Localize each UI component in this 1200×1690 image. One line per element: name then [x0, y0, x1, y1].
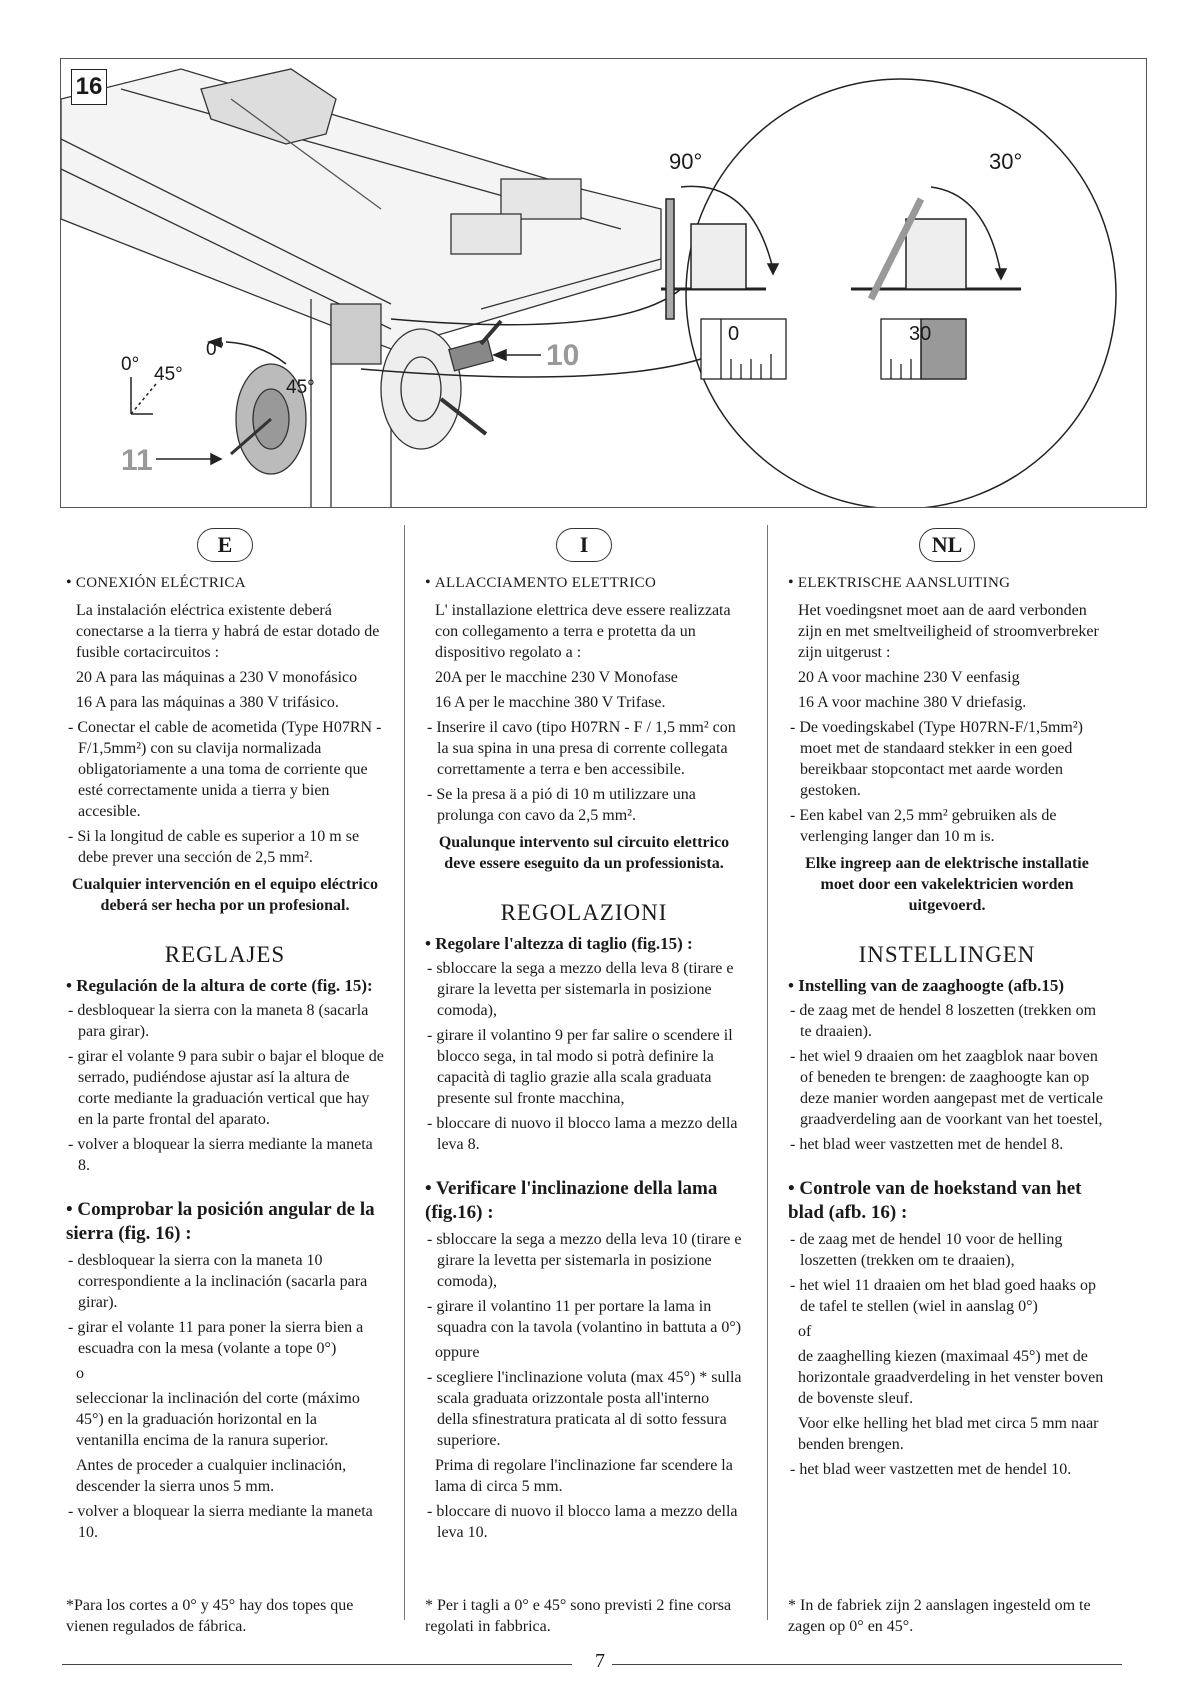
heading-electrical: ELEKTRISCHE AANSLUITING	[797, 575, 1011, 591]
list-item: - girare il volantino 11 per portare la lama in squadra con la tavola (volantino in battuta a 0°)	[427, 1298, 742, 1336]
list-item: - de zaag met de hendel 8 loszetten (trekken om te draaien).	[790, 1002, 1097, 1040]
list-item: - desbloquear la sierra con la maneta 8 (sacarla para girar).	[68, 1002, 369, 1040]
heading-electrical: CONEXIÓN ELÉCTRICA	[75, 575, 246, 591]
list-item: - Inserire il cavo (tipo H07RN - F / 1,5 mm² con la sua spina in una presa di corrente collegata correttamente a terra e ben accessibile.	[427, 719, 736, 778]
list-item: - Een kabel van 2,5 mm² gebruiken als de verlenging langer dan 10 m is.	[790, 807, 1057, 845]
list-item: - Si la longitud de cable es superior a 10 m se debe prever una sección de 2,5 mm².	[68, 828, 360, 866]
list-item: - sbloccare la sega a mezzo della leva 10 (tirare e girare la levetta per sistemarla in posizione comoda),	[427, 1231, 742, 1290]
column-spanish	[66, 528, 384, 1547]
paragraph: La instalación eléctrica existente deberá conectarse a la tierra y habrá de estar dotado de fusible cortacircuitos :	[76, 602, 380, 661]
language-badge-i: I	[556, 528, 612, 562]
section-heading: • ALLACCIAMENTO ELETTRICO	[425, 574, 657, 591]
or-text: oppure	[435, 1344, 480, 1361]
paragraph: de zaaghelling kiezen (maximaal 45°) met de horizontale graadverdeling in het venster boven de bovenste sleuf.	[798, 1348, 1104, 1407]
list-item: - girare il volantino 9 per far salire o scendere il blocco sega, in tal modo si potrà definire la capacità di taglio grazie alla scala graduata presente sul fronte macchina,	[427, 1027, 733, 1107]
scale-30-label: 30	[909, 323, 932, 345]
footnote-i: * Per i tagli a 0° e 45° sono previsti 2 fine corsa regolati in fabbrica.	[425, 1597, 732, 1635]
list-item: - Se la presa ä a pió di 10 m utilizzare una prolunga con cavo da 2,5 mm².	[427, 786, 696, 824]
warning-text: Cualquier intervención en el equipo eléctrico deberá ser hecha por un profesional.	[72, 876, 378, 914]
heading-settings: REGLAJES	[164, 942, 286, 967]
paragraph: 20 A para las máquinas a 230 V monofásico	[76, 669, 358, 686]
language-badge-nl: NL	[919, 528, 975, 562]
paragraph: Prima di regolare l'inclinazione far scendere la lama di circa 5 mm.	[435, 1457, 733, 1495]
saw-table-drawing	[61, 69, 661, 508]
saw-illustration	[61, 59, 1147, 508]
angle-30-label: 30°	[989, 149, 1023, 174]
heading-settings: INSTELLINGEN	[858, 942, 1036, 967]
warning-text: Elke ingreep aan de elektrische installatie moet door een vakelektricien worden uitgevoerd.	[805, 855, 1089, 914]
paragraph: seleccionar la inclinación del corte (máximo 45°) en la graduación horizontal en la ventanilla encima de la ranura superior.	[76, 1390, 360, 1449]
list-item: - het blad weer vastzetten met de hendel 10.	[790, 1461, 1072, 1478]
paragraph: L' installazione elettrica deve essere realizzata con collegamento a terra e protetta da un dispositivo regolato a :	[435, 602, 731, 661]
column-dutch	[788, 528, 1106, 1484]
subheading: • Regolare l'altezza di taglio (fig.15) :	[425, 934, 693, 953]
list-item: - girar el volante 9 para subir o bajar el bloque de serrado, pudiéndose ajustar así la altura de corte mediante la graduación vertical que hay en la parte frontal del aparato.	[68, 1048, 384, 1128]
column-italian	[425, 528, 743, 1547]
paragraph: 16 A per le macchine 380 V Trifase.	[435, 694, 666, 711]
page-number: 7	[595, 1650, 605, 1672]
list-item: - het blad weer vastzetten met de hendel 8.	[790, 1136, 1064, 1153]
list-item: - bloccare di nuovo il blocco lama a mezzo della leva 8.	[427, 1115, 738, 1153]
list-item: - volver a bloquear la sierra mediante la maneta 10.	[68, 1503, 373, 1541]
label-45-wheel: 45°	[286, 377, 315, 398]
paragraph: 20 A voor machine 230 V eenfasig	[798, 669, 1020, 686]
paragraph: Antes de proceder a cualquier inclinación, descender la sierra unos 5 mm.	[76, 1457, 347, 1495]
or-text: o	[76, 1365, 84, 1382]
paragraph: 16 A voor machine 380 V driefasig.	[798, 694, 1027, 711]
language-badge-e: E	[197, 528, 253, 562]
callout-10: 10	[546, 339, 580, 372]
list-item: - sbloccare la sega a mezzo della leva 8 (tirare e girare la levetta per sistemarla in posizione comoda),	[427, 960, 734, 1019]
scale-0	[701, 319, 786, 379]
section-heading: • CONEXIÓN ELÉCTRICA	[66, 574, 246, 591]
column-divider-2	[767, 525, 768, 1620]
figure-16	[60, 58, 1147, 508]
subheading: • Comprobar la posición angular de la sierra (fig. 16) :	[66, 1199, 375, 1244]
label-0-wheel: 0°	[206, 339, 225, 360]
figure-number: 16	[71, 69, 107, 105]
warning-text: Qualunque intervento sul circuito elettrico deve essere eseguito da un professionista.	[438, 834, 730, 872]
label-45-left: 45°	[154, 364, 183, 385]
list-item: - desbloquear la sierra con la maneta 10 correspondiente a la inclinación (sacarla para girar).	[68, 1252, 368, 1311]
list-item: - het wiel 9 draaien om het zaagblok naar boven of beneden te brengen: de zaaghoogte kan op deze manier worden aangepast met de verticale graadverdeling aan de voorkant van het toestel,	[790, 1048, 1103, 1128]
footnote-nl: * In de fabriek zijn 2 aanslagen ingesteld om te zagen op 0° en 45°.	[788, 1597, 1091, 1635]
or-text: of	[798, 1323, 812, 1340]
footnote-e: *Para los cortes a 0° y 45° hay dos topes que vienen regulados de fábrica.	[66, 1597, 354, 1635]
list-item: - De voedingskabel (Type H07RN-F/1,5mm²) moet met de standaard stekker in een goed bereikbaar stopcontact met aarde worden gestoken.	[790, 719, 1083, 799]
list-item: - scegliere l'inclinazione voluta (max 45°) * sulla scala graduata orizzontale posta all'interno della sfinestratura praticata al di sotto fessura superiore.	[427, 1369, 742, 1449]
list-item: - girar el volante 11 para poner la sierra bien a escuadra con la mesa (volante a tope 0°)	[68, 1319, 364, 1357]
list-item: - de zaag met de hendel 10 voor de helling loszetten (trekken om te draaien),	[790, 1231, 1063, 1269]
list-item: - het wiel 11 draaien om het blad goed haaks op de tafel te stellen (wiel in aanslag 0°)	[790, 1277, 1096, 1315]
section-heading: • ELEKTRISCHE AANSLUITING	[788, 574, 1011, 591]
list-item: - Conectar el cable de acometida (Type H07RN -F/1,5mm²) con su clavija normalizada obligatoriamente a una toma de corriente que esté correctamente unida a tierra y bien accesible.	[68, 719, 382, 820]
heading-settings: REGOLAZIONI	[500, 900, 668, 925]
label-0-left: 0°	[121, 354, 140, 375]
paragraph: Het voedingsnet moet aan de aard verbonden zijn en met smeltveiligheid of stroomverbreker zijn uitgerust :	[798, 602, 1099, 661]
paragraph: Voor elke helling het blad met circa 5 mm naar benden brengen.	[798, 1415, 1099, 1453]
heading-electrical: ALLACCIAMENTO ELETTRICO	[434, 575, 657, 591]
subheading: • Instelling van de zaaghoogte (afb.15)	[788, 976, 1065, 995]
callout-11: 11	[121, 444, 153, 477]
subheading: • Verificare l'inclinazione della lama (fig.16) :	[425, 1178, 718, 1223]
paragraph: 20A per le macchine 230 V Monofase	[435, 669, 678, 686]
list-item: - volver a bloquear la sierra mediante la maneta 8.	[68, 1136, 373, 1174]
list-item: - bloccare di nuovo il blocco lama a mezzo della leva 10.	[427, 1503, 738, 1541]
angle-symbol	[131, 377, 156, 414]
subheading: • Regulación de la altura de corte (fig. 15):	[66, 976, 373, 995]
column-divider-1	[404, 525, 405, 1620]
angle-90-label: 90°	[669, 149, 703, 174]
subheading: • Controle van de hoekstand van het blad (afb. 16) :	[788, 1178, 1082, 1223]
scale-0-label: 0	[728, 323, 740, 345]
paragraph: 16 A para las máquinas a 380 V trifásico.	[76, 694, 339, 711]
